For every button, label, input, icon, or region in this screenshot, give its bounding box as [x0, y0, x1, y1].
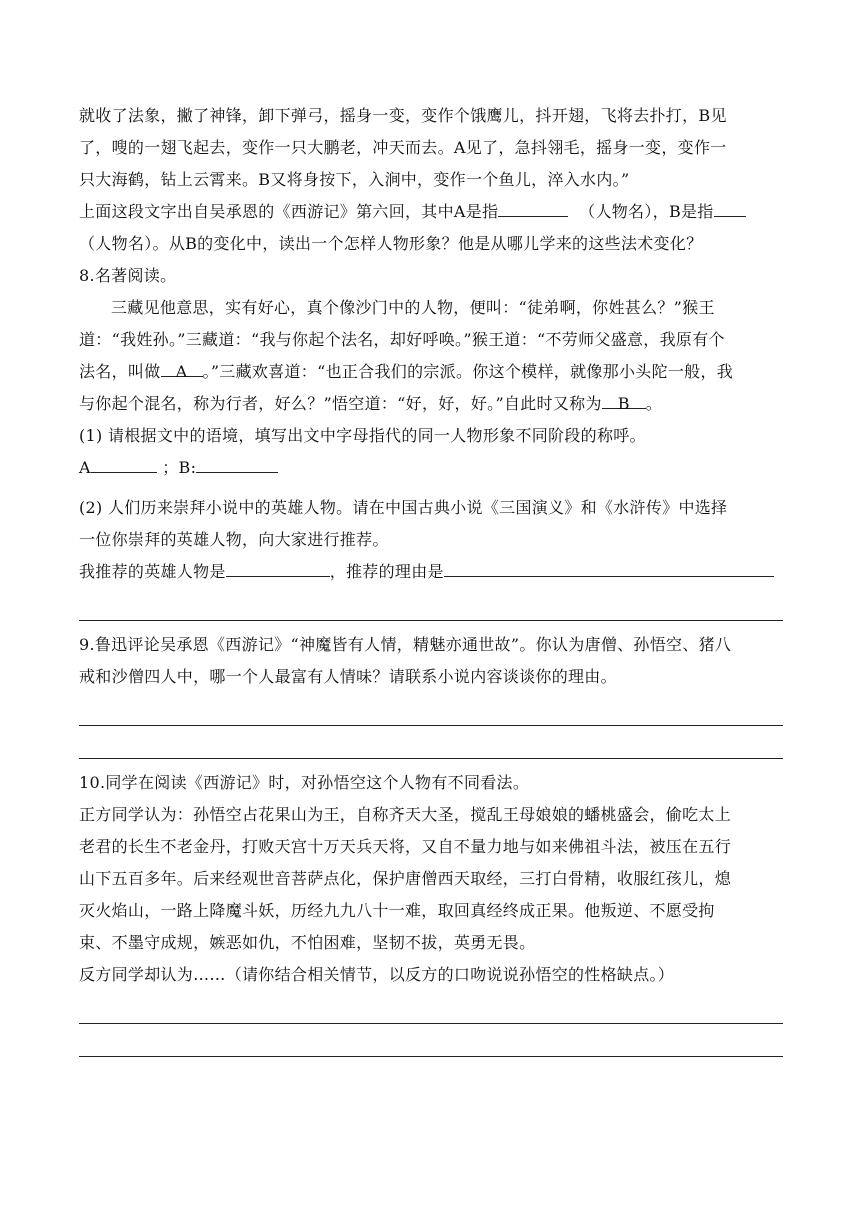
q10-line-7: 反方同学却认为……（请你结合相关情节，以反方的口吻说说孙悟空的性格缺点。）	[79, 965, 675, 984]
q8-passage-line-1: 三藏见他意思，实有好心，真个像沙门中的人物，便叫：“徒弟啊，你姓甚么？”猴王	[111, 298, 715, 317]
q8-passage-line-3	[79, 356, 783, 388]
q8-sub-question-2-line-2: 一位你崇拜的英雄人物，向大家进行推荐。	[79, 530, 389, 549]
q7-excerpt-line-2: 了，嗖的一翅飞起去，变作一只大鹏老，冲天而去。A见了，急抖翎毛，摇身一变，变作一	[79, 138, 727, 157]
q8-recommend-text-2: ，推荐的理由是	[329, 562, 444, 581]
q9-line-2: 戒和沙僧四人中，哪一个人最富有人情味？请联系小说内容谈谈你的理由。	[79, 667, 617, 686]
q10-line-5: 灭火焰山，一路上降魔斗妖，历经九九八十一难，取回真经终成正果。他叛逆、不愿受拘	[79, 901, 715, 920]
q8-passage-text-3a: 法名，叫做	[79, 362, 161, 381]
q7-answer-b-blank[interactable]	[714, 196, 746, 217]
q8-recommend-line	[79, 556, 783, 588]
q8-answer-rule[interactable]	[79, 588, 783, 621]
q7-question-text-2: （人物名），B是指	[579, 202, 714, 221]
q8-passage-line-4	[79, 388, 783, 420]
q8-blank-b: B	[602, 388, 646, 409]
q7-excerpt-line-1: 就收了法象，撇了神锋，卸下弹弓，摇身一变，变作个饿鹰儿，抖开翅，飞将去扑打，B见	[79, 106, 727, 125]
q9-line-1: 9.鲁迅评论吴承恩《西游记》“神魔皆有人情，精魅亦通世故”。你认为唐僧、孙悟空、猪八	[79, 635, 732, 654]
q8-sub-question-2-line-1: (2) 人们历来崇拜小说中的英雄人物。请在中国古典小说《三国演义》和《水浒传》中选择	[79, 498, 728, 517]
q10-line-2: 正方同学认为：孙悟空占花果山为王，自称齐天大圣，搅乱王母娘娘的蟠桃盛会，偷吃太上	[79, 805, 732, 824]
q8-answer-a-label: A	[79, 458, 91, 477]
q7-question-line-2: （人物名）。从B的变化中，读出一个怎样人物形象？他是从哪儿学来的这些法术变化？	[79, 234, 703, 253]
q9-answer-rule-2[interactable]	[79, 726, 783, 759]
q10-answer-rule-1[interactable]	[79, 991, 783, 1024]
q8-passage-text-4a: 与你起个混名，称为行者，好么？”悟空道：“好，好，好。”自此时又称为	[79, 394, 602, 413]
q8-blank-a: A	[161, 356, 203, 377]
q8-recommend-text-1: 我推荐的英雄人物是	[79, 562, 226, 581]
q8-passage-line-2: 道：“我姓孙。”三藏道：“我与你起个法名，却好呼唤。”猴王道：“不劳师父盛意，我原有个	[79, 330, 725, 349]
q8-answer-b-field[interactable]	[196, 452, 278, 473]
q7-question-line-1	[79, 196, 783, 228]
q8-title: 8.名著阅读。	[79, 266, 177, 285]
q10-line-1: 10.同学在阅读《西游记》时，对孙悟空这个人物有不同看法。	[79, 773, 530, 792]
q10-answer-rule-2[interactable]	[79, 1024, 783, 1057]
q8-answer-line	[79, 452, 783, 484]
q8-answer-b-label: ；B:	[162, 458, 197, 477]
q10-line-6: 束、不墨守成规，嫉恶如仇，不怕困难，坚韧不拔，英勇无畏。	[79, 933, 536, 952]
q8-passage-text-4b: 。	[645, 394, 663, 413]
q7-answer-a-blank[interactable]	[498, 196, 568, 217]
q7-excerpt-line-3: 只大海鹤，钻上云霄来。B又将身按下，入涧中，变作一个鱼儿，淬入水内。”	[79, 170, 630, 189]
q9-answer-rule-1[interactable]	[79, 693, 783, 726]
q8-reason-field[interactable]	[444, 556, 774, 577]
q10-line-3: 老君的长生不老金丹，打败天宫十万天兵天将，又自不量力地与如来佛祖斗法，被压在五行	[79, 837, 732, 856]
q7-question-text-1: 上面这段文字出自吴承恩的《西游记》第六回，其中A是指	[79, 202, 499, 221]
q8-hero-field[interactable]	[226, 556, 330, 577]
q10-line-4: 山下五百多年。后来经观世音菩萨点化，保护唐僧西天取经，三打白骨精，收服红孩儿，熄	[79, 869, 732, 888]
q8-passage-text-3b: 。”三藏欢喜道：“也正合我们的宗派。你这个模样，就像那小头陀一般，我	[202, 362, 734, 381]
q8-answer-a-field[interactable]	[91, 452, 157, 473]
q8-sub-question-1: (1) 请根据文中的语境，填写出文中字母指代的同一人物形象不同阶段的称呼。	[79, 426, 646, 445]
worksheet-page	[79, 100, 783, 1057]
